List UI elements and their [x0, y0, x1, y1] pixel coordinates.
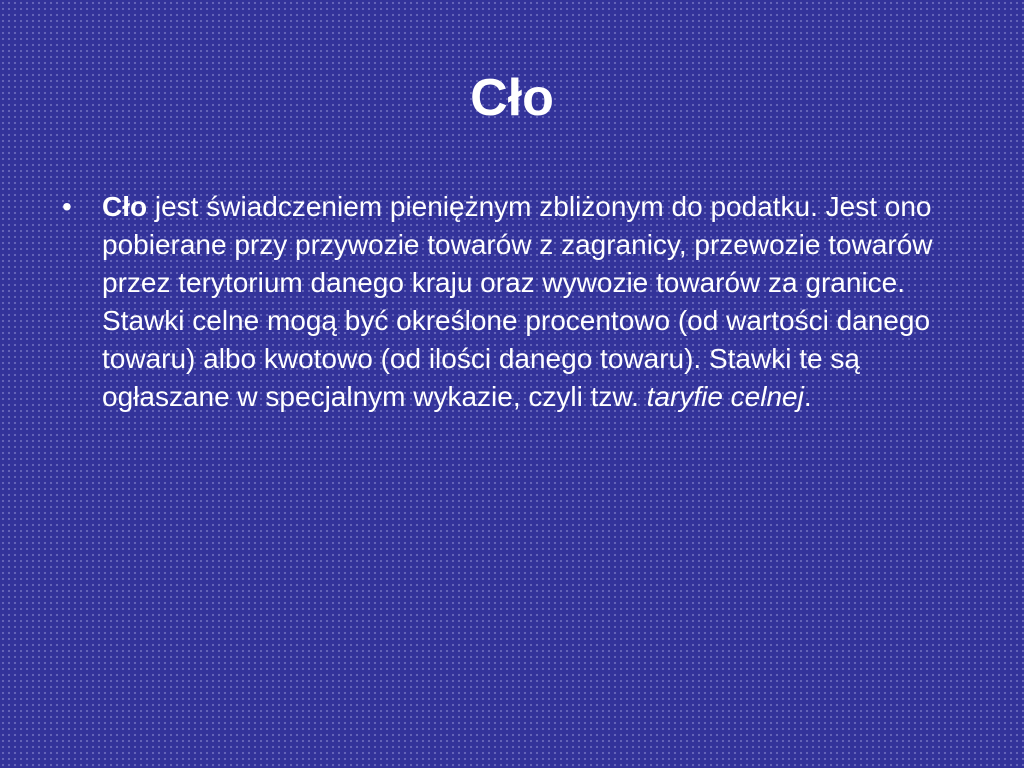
bullet-text — [102, 188, 952, 416]
slide-content — [62, 188, 962, 416]
bullet-emphasis: taryfie celnej — [646, 381, 804, 412]
slide-title: Cło — [470, 69, 554, 127]
bullet-body: jest świadczeniem pieniężnym zbliżonym do podatku. Jest ono pobierane przy przywozie towarów z zagranicy, przewozie towarów przez terytorium danego kraju oraz wywozie towarów za granice. Stawki celne mogą być określone procentowo (od wartości danego towaru) albo kwotowo (od ilości danego towaru). Stawki te są ogłaszane w specjalnym wykazie, czyli tzw. — [102, 191, 933, 412]
bullet-term: Cło — [102, 191, 148, 222]
bullet-item — [62, 188, 962, 416]
bullet-icon: • — [62, 191, 72, 222]
bullet-tail: . — [803, 381, 812, 412]
